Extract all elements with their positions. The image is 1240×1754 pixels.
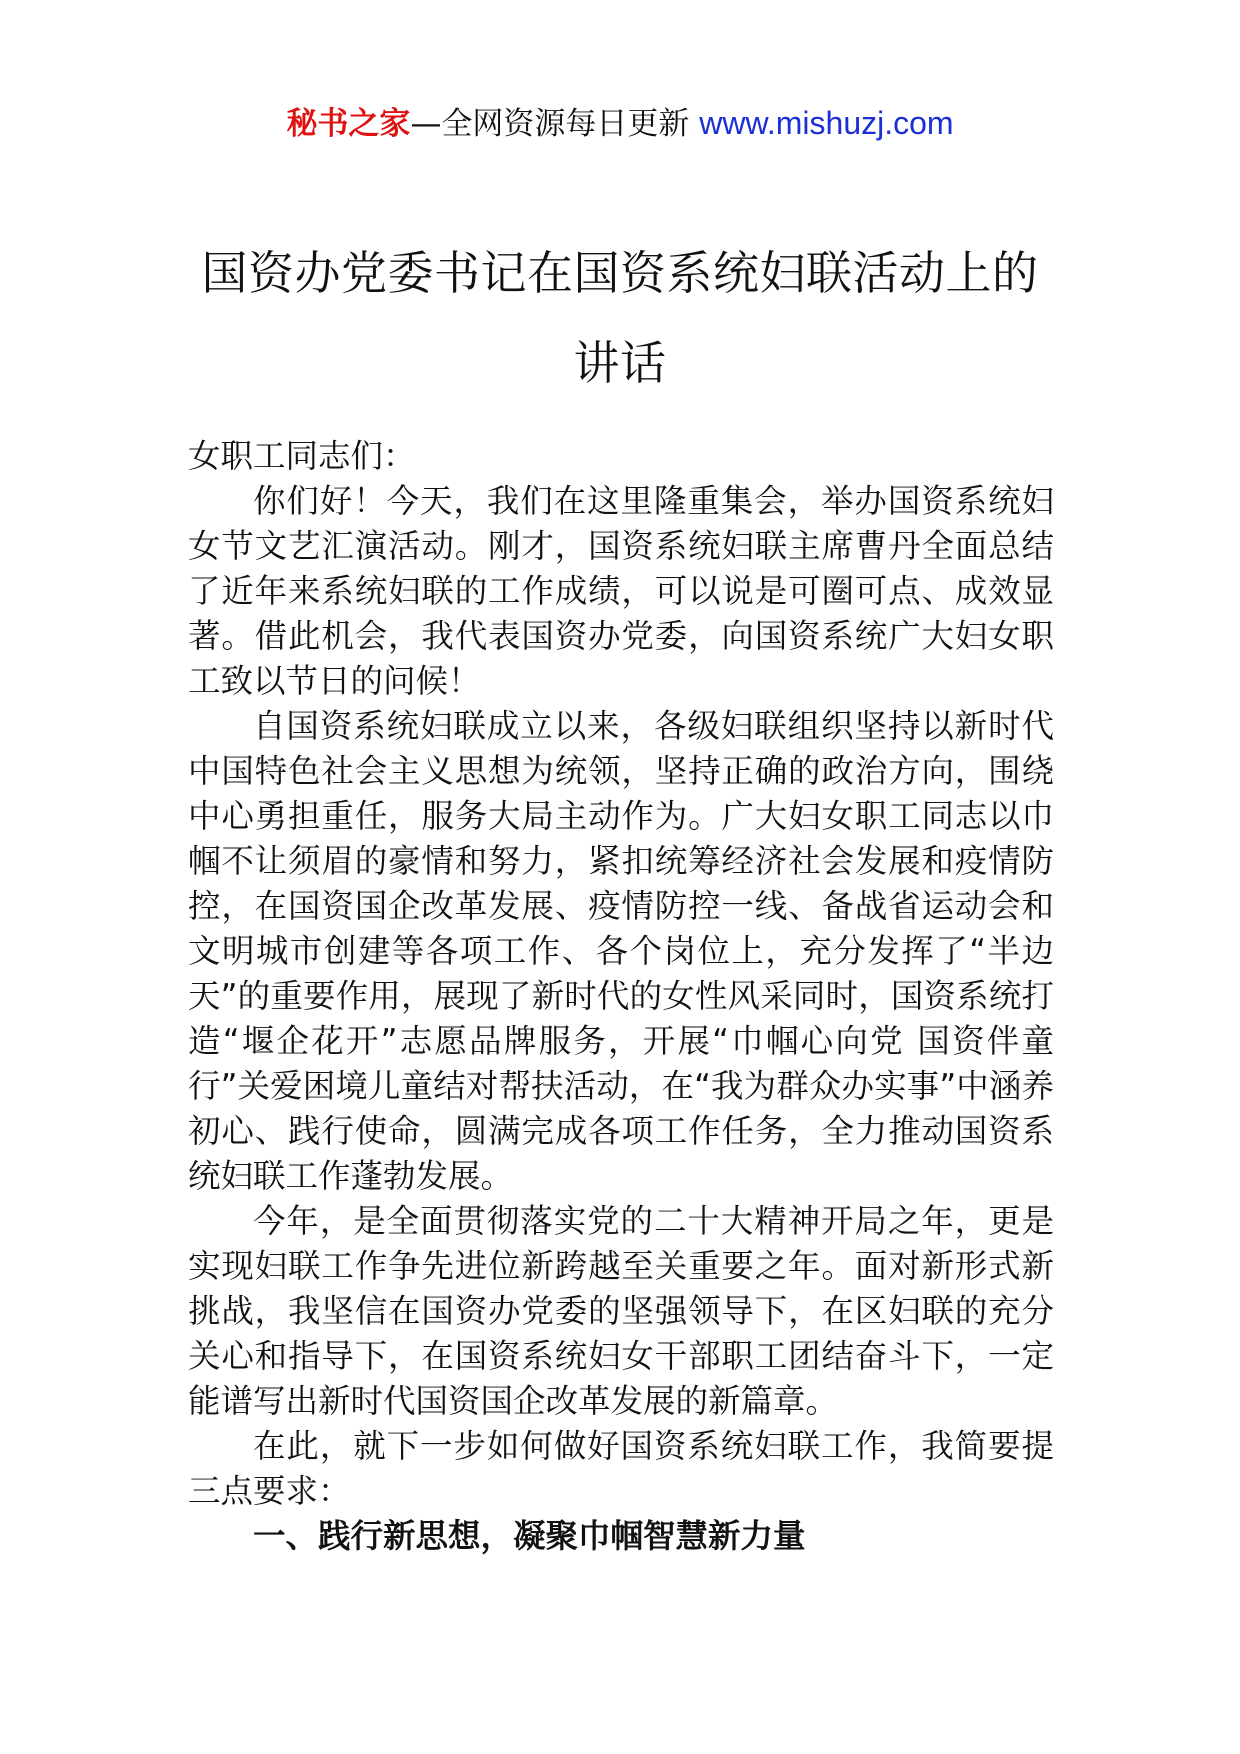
title-line-2: 讲话 [573,336,667,390]
site-header [0,98,1240,149]
title-line-1: 国资办党委书记在国资系统妇联活动上的 [201,246,1039,300]
document-body [188,434,1054,1559]
site-brand: 秘书之家 [286,106,411,142]
document-title [150,228,1090,408]
body-paragraph: 在此，就下一步如何做好国资系统妇联工作，我简要提三点要求： [188,1427,1054,1510]
body-paragraph: 自国资系统妇联成立以来，各级妇联组织坚持以新时代中国特色社会主义思想为统领，坚持正确的政治方向，围绕中心勇担重任，服务大局主动作为。广大妇女职工同志以巾帼不让须眉的豪情和努力，紧扣统筹经济社会发展和疫情防控，在国资国企改革发展、疫情防控一线、备战省运动会和文明城市创建等各项工作、各个岗位上，充分发挥了“半边天”的重要作用，展现了新时代的女性风采同时，国资系统打造“堰企花开”志愿品牌服务，开展“巾帼心向党 国资伴童行”关爱困境儿童结对帮扶活动，在“我为群众办实事”中涵养初心、践行使命，圆满完成各项工作任务，全力推动国资系统妇联工作蓬勃发展。 [188,707,1054,1195]
body-paragraph: 你们好！今天，我们在这里隆重集会，举办国资系统妇女节文艺汇演活动。刚才，国资系统妇联主席曹丹全面总结了近年来系统妇联的工作成绩，可以说是可圈可点、成效显著。借此机会，我代表国资办党委，向国资系统广大妇女职工致以节日的问候！ [188,482,1054,700]
site-tagline: —全网资源每日更新 [410,106,690,142]
section-heading: 一、践行新思想，凝聚巾帼智慧新力量 [253,1517,806,1555]
body-paragraph: 今年，是全面贯彻落实党的二十大精神开局之年，更是实现妇联工作争先进位新跨越至关重要之年。面对新形式新挑战，我坚信在国资办党委的坚强领导下，在区妇联的充分关心和指导下，在国资系统妇女干部职工团结奋斗下，一定能谱写出新时代国资国企改革发展的新篇章。 [188,1202,1054,1420]
salutation: 女职工同志们： [188,437,416,475]
site-url-link[interactable]: www.mishuzj.com [699,105,954,141]
